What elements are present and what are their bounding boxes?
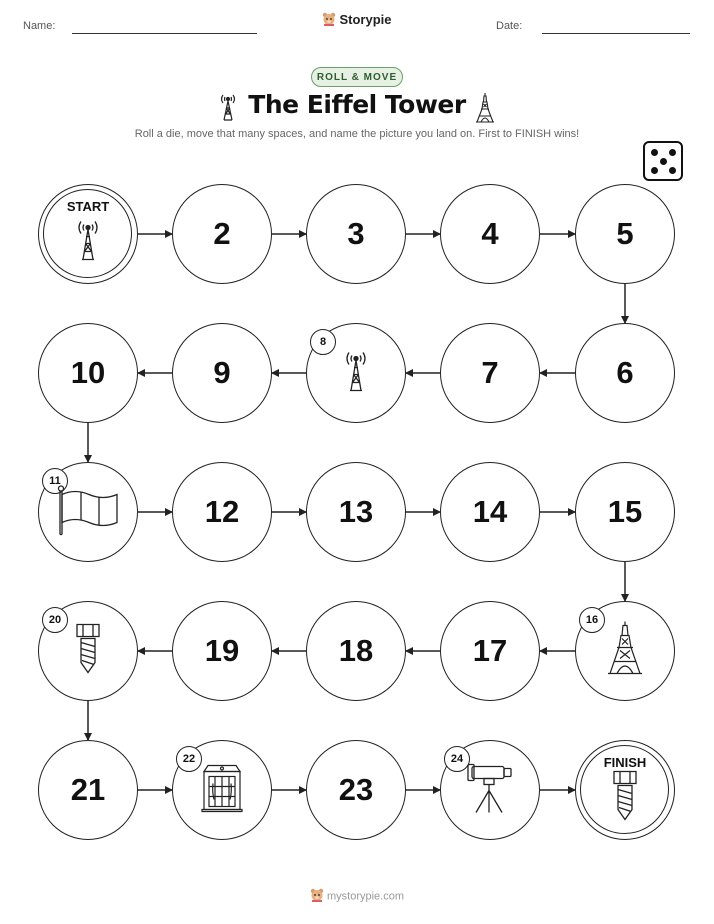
- name-label: Name:: [23, 20, 56, 32]
- flag-icon: [55, 483, 121, 542]
- board-space: [440, 601, 540, 701]
- space-number: 5: [616, 216, 634, 251]
- space-number: 23: [338, 772, 374, 807]
- board-space: [575, 323, 675, 423]
- board-space: [306, 601, 406, 701]
- space-number: 12: [204, 494, 240, 529]
- board-space: [306, 740, 406, 840]
- board-space: [306, 323, 406, 423]
- board-space: [440, 184, 540, 284]
- space-number: 4: [481, 216, 499, 251]
- board-space: [575, 184, 675, 284]
- space-number: 15: [607, 494, 643, 529]
- eiffel-tower-icon: [604, 621, 646, 682]
- board-space: [306, 462, 406, 562]
- page-title: The Eiffel Tower: [248, 90, 466, 119]
- board-space: [306, 184, 406, 284]
- board-space: [172, 323, 272, 423]
- board-space: [172, 462, 272, 562]
- board-space: [172, 184, 272, 284]
- board-space: [38, 740, 138, 840]
- space-number: 2: [213, 216, 231, 251]
- space-number-badge: 16: [579, 607, 605, 633]
- space-number: 9: [213, 355, 231, 390]
- space-label: FINISH: [603, 755, 647, 770]
- screw-icon: [74, 623, 102, 680]
- screw-icon: [611, 769, 639, 826]
- telescope-icon: [466, 761, 514, 820]
- board-space: [575, 601, 675, 701]
- start-space: [38, 184, 138, 284]
- activity-badge: ROLL & MOVE: [311, 67, 403, 87]
- board-space: [172, 601, 272, 701]
- board-space: [440, 462, 540, 562]
- space-number-badge: 24: [444, 746, 470, 772]
- board-space: [440, 740, 540, 840]
- board-space: [38, 601, 138, 701]
- board-space: [38, 462, 138, 562]
- elevator-icon: [200, 762, 244, 819]
- board-space: [38, 323, 138, 423]
- date-label: Date:: [496, 20, 523, 32]
- space-number: 19: [204, 633, 240, 668]
- space-number: 6: [616, 355, 634, 390]
- brand-name: Storypie: [339, 12, 392, 27]
- space-number-badge: 8: [310, 329, 336, 355]
- finish-space: [575, 740, 675, 840]
- space-number-badge: 11: [42, 468, 68, 494]
- space-number: 3: [347, 216, 365, 251]
- footer: [0, 888, 714, 905]
- board-space: [172, 740, 272, 840]
- bear-logo-icon: [310, 888, 324, 905]
- instructions: Roll a die, move that many spaces, and name the picture you land on. First to FINISH wins!: [134, 128, 580, 140]
- footer-url: mystorypie.com: [326, 890, 405, 903]
- space-number-badge: 20: [42, 607, 68, 633]
- radio-tower-icon: [75, 217, 101, 266]
- space-number: 18: [338, 633, 374, 668]
- radio-tower-icon: [343, 349, 369, 398]
- space-number: 13: [338, 494, 374, 529]
- board-space: [575, 462, 675, 562]
- space-number: 10: [70, 355, 106, 390]
- space-number: 7: [481, 355, 499, 390]
- space-number: 14: [472, 494, 508, 529]
- space-number-badge: 22: [176, 746, 202, 772]
- space-number: 21: [70, 772, 106, 807]
- space-number: 17: [472, 633, 508, 668]
- space-label: START: [66, 199, 110, 214]
- board-space: [440, 323, 540, 423]
